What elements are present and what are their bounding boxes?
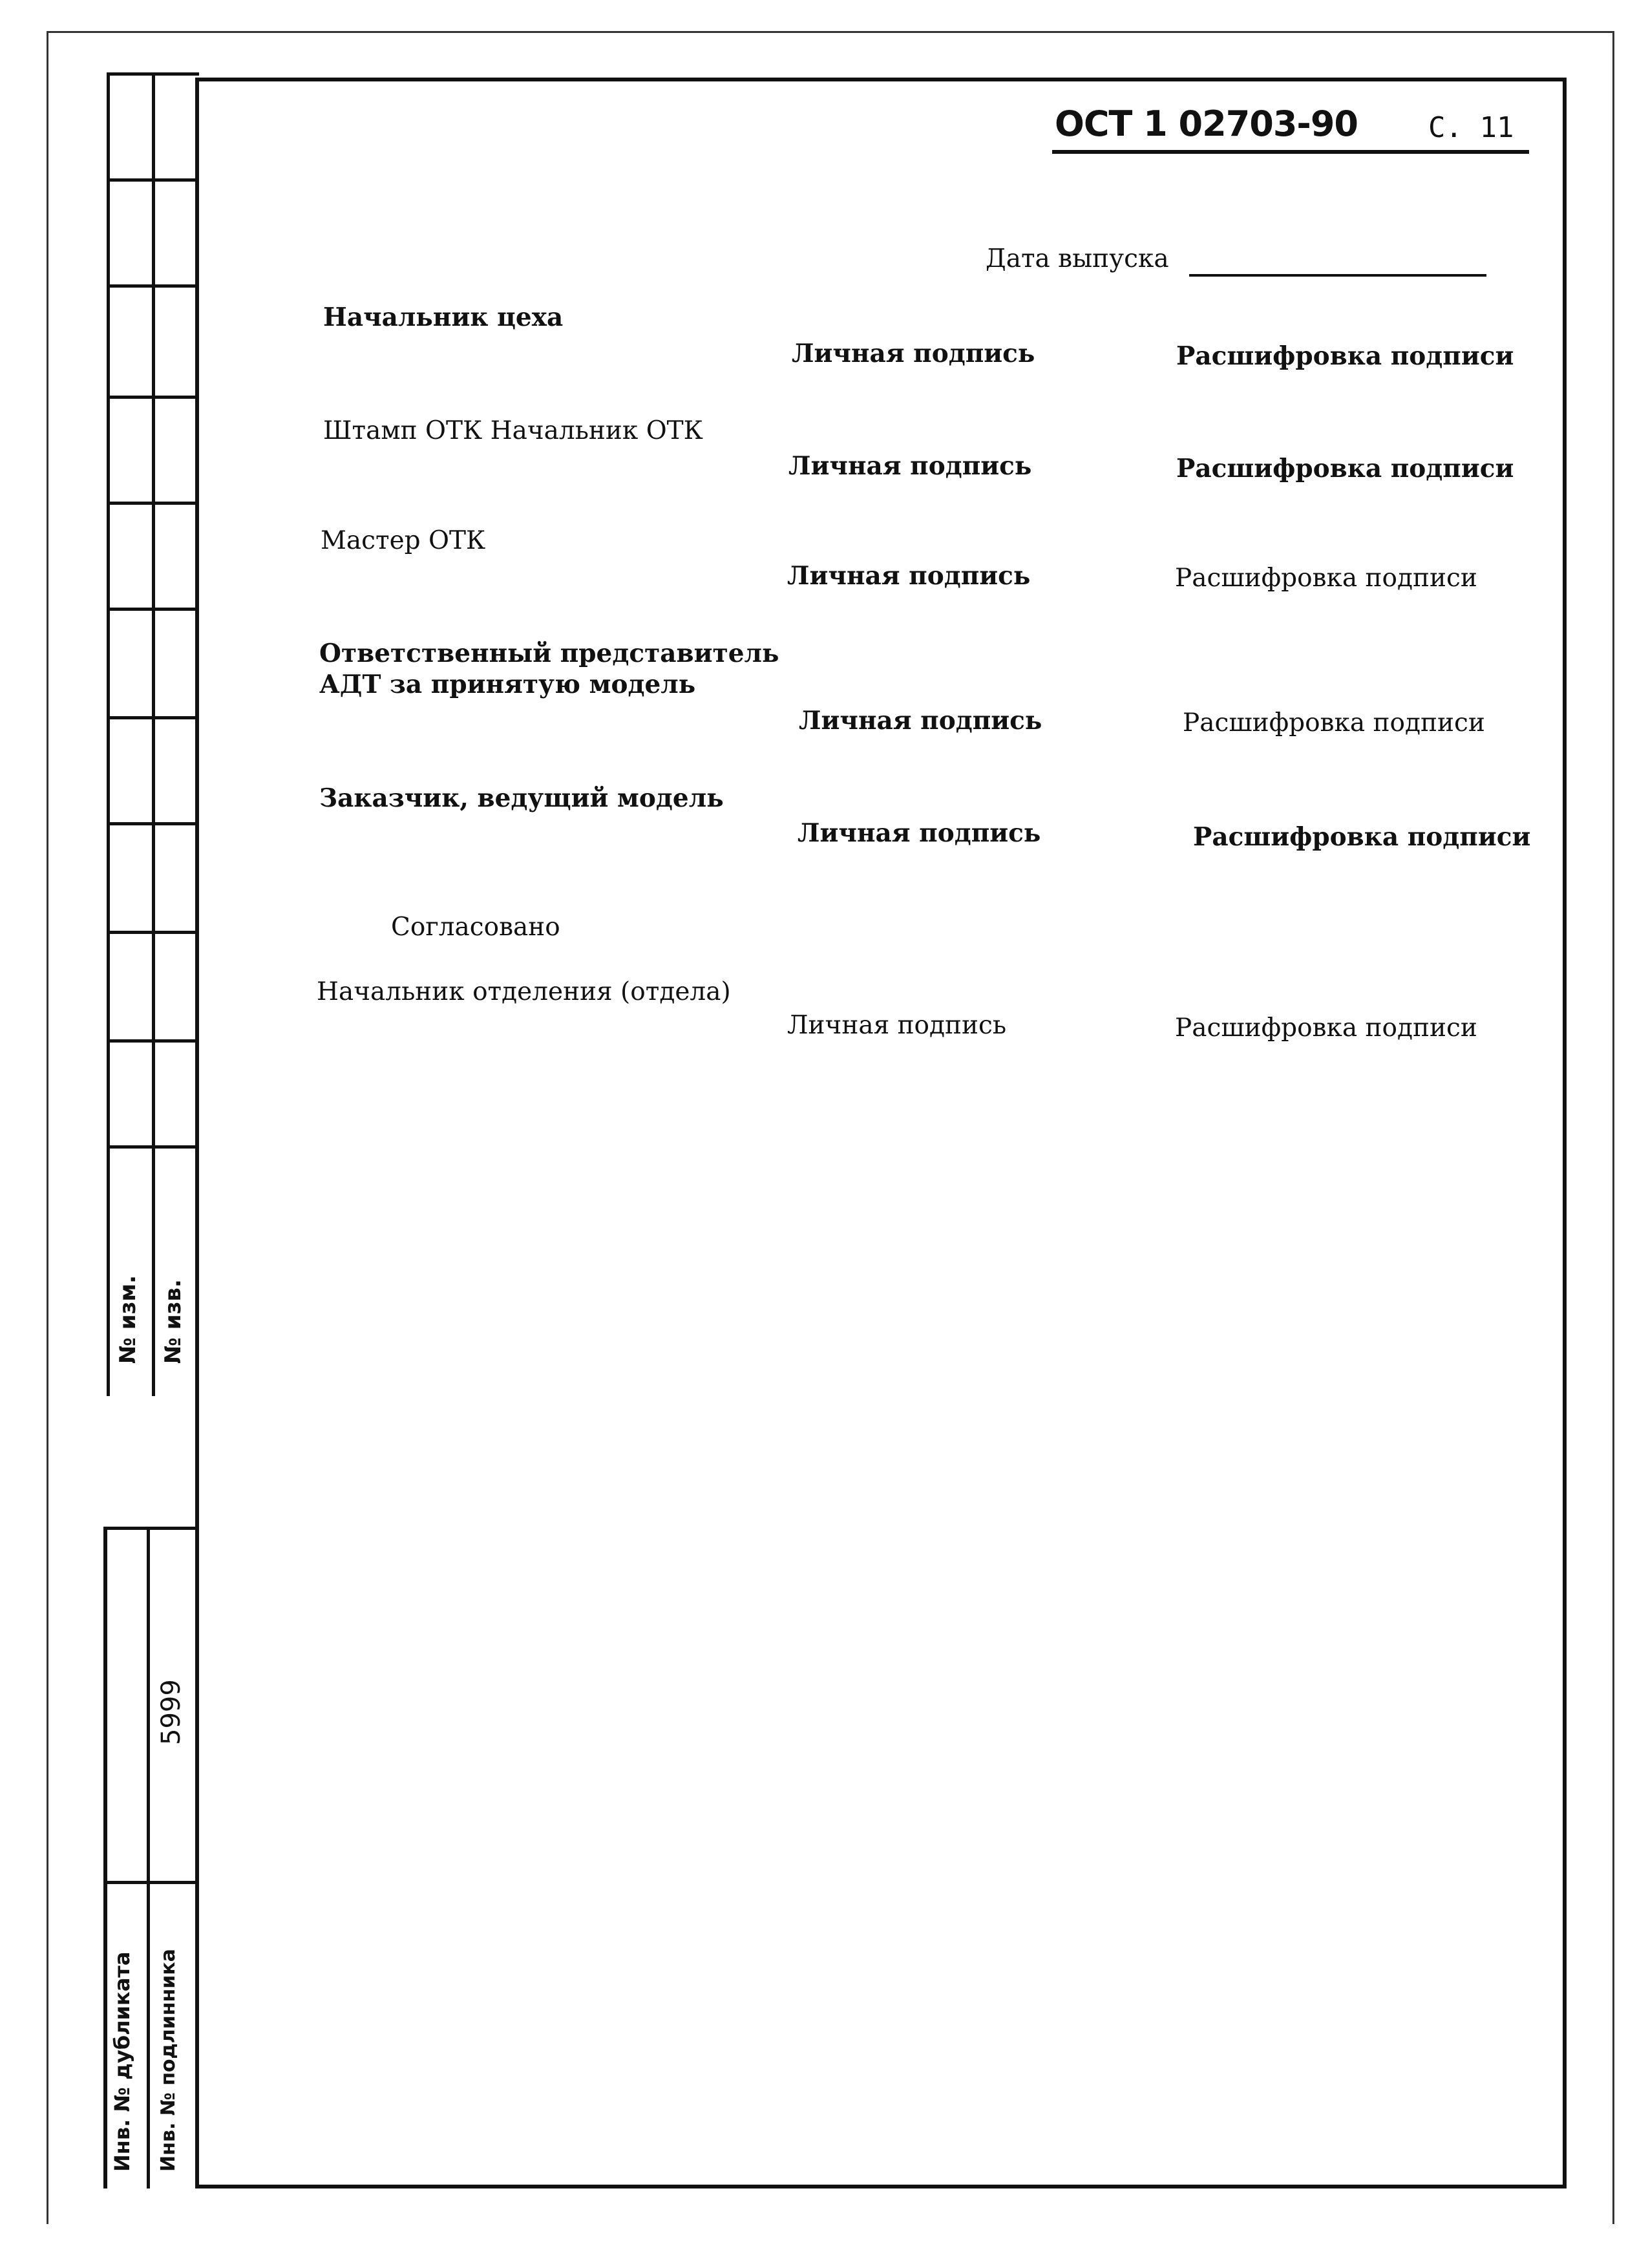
release-date-blank [1189, 274, 1486, 277]
signature-decoding-label: Расшифровка подписи [1183, 708, 1485, 737]
personal-signature-label: Личная подпись [787, 561, 1031, 591]
signature-decoding-label: Расшифровка подписи [1175, 564, 1477, 593]
strip-rule [107, 931, 199, 934]
strip-rule [107, 822, 199, 825]
strip-rule [107, 396, 199, 399]
strip-rule [107, 72, 199, 76]
personal-signature-label: Личная подпись [787, 1011, 1007, 1040]
signature-role: Заказчик, ведущий модель [319, 783, 724, 813]
signature-role: Мастер ОТК [321, 526, 486, 555]
document-code: ОСТ 1 02703-90 [1055, 103, 1358, 144]
personal-signature-label: Личная подпись [799, 706, 1042, 736]
release-date-label: Дата выпуска [986, 244, 1169, 273]
signature-decoding-label: Расшифровка подписи [1176, 341, 1514, 371]
change-no-label: № изм. [115, 1275, 141, 1364]
strip-rule [107, 284, 199, 288]
personal-signature-label: Личная подпись [798, 818, 1041, 848]
signature-decoding-label: Расшифровка подписи [1175, 1013, 1477, 1043]
header-underline [1052, 150, 1529, 154]
page-number: С. 11 [1428, 111, 1514, 144]
inventory-strip-divider [147, 1527, 150, 2189]
original-inv-value: 5999 [156, 1679, 186, 1745]
personal-signature-label: Личная подпись [792, 339, 1035, 368]
page-frame [195, 78, 1567, 2189]
strip-rule [107, 716, 199, 719]
inventory-strip-rule [103, 1881, 199, 1884]
strip-rule [107, 502, 199, 505]
signature-role-line1: Ответственный представитель [319, 639, 779, 668]
signature-role: Начальник цеха [323, 302, 564, 332]
strip-rule [107, 1039, 199, 1043]
strip-rule [107, 178, 199, 182]
approval-role: Начальник отделения (отдела) [317, 977, 731, 1006]
strip-rule [107, 608, 199, 611]
signature-decoding-label: Расшифровка подписи [1176, 454, 1514, 483]
signature-role: Штамп ОТК Начальник ОТК [323, 416, 703, 445]
approved-heading: Согласовано [391, 913, 560, 942]
signature-decoding-label: Расшифровка подписи [1193, 822, 1531, 852]
strip-rule [107, 1145, 199, 1149]
personal-signature-label: Личная подпись [788, 451, 1032, 481]
duplicate-inv-label: Инв. № дубликата [110, 1951, 134, 2172]
signature-role-line2: АДТ за принятую модель [319, 670, 696, 699]
original-inv-label: Инв. № подлинника [157, 1949, 180, 2172]
notice-no-label: № изв. [160, 1279, 186, 1364]
revision-strip-divider [152, 72, 155, 1396]
